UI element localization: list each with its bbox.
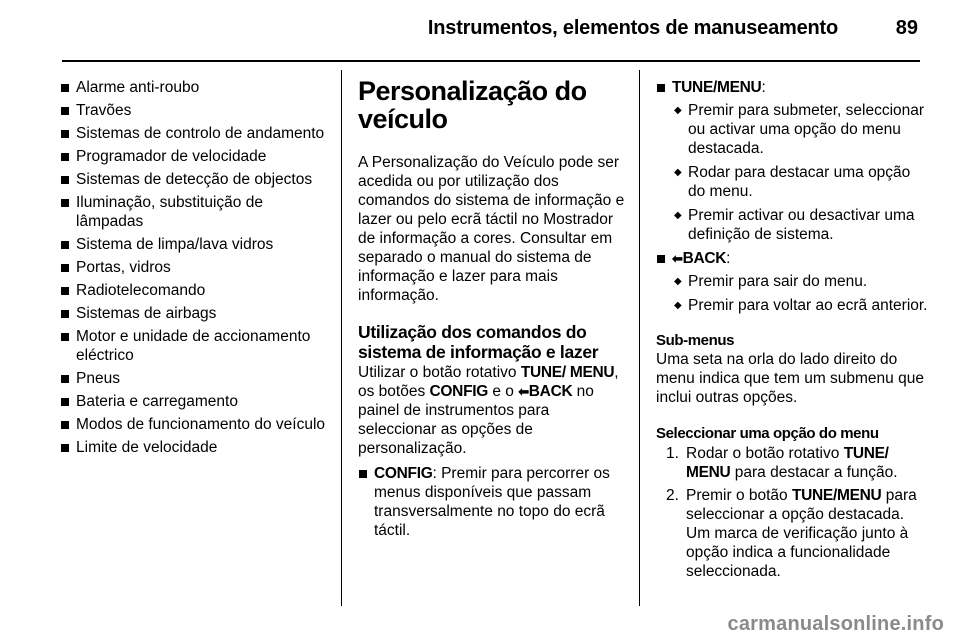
topic-list [60, 78, 332, 457]
page-header [0, 0, 960, 62]
list-item: Pneus [60, 369, 332, 388]
steps-list [656, 444, 928, 581]
column-divider-1 [341, 70, 342, 606]
list-item: ◆ Premir para sair do menu. [672, 272, 928, 291]
list-item: Sistemas de detecção de objectos [60, 170, 332, 189]
list-item: Portas, vidros [60, 258, 332, 277]
column-1 [60, 78, 332, 461]
back-label: BACK [528, 383, 573, 400]
list-item: ◆ Premir activar ou desactivar uma definição de sistema. [672, 206, 928, 244]
tune-menu-sublist [672, 101, 928, 244]
header-title: Instrumentos, elementos de manuseamento [427, 17, 838, 39]
list-item: ◆ Premir para voltar ao ecrã anterior. [672, 296, 928, 315]
watermark: carmanualsonline.info [727, 613, 944, 635]
usage-paragraph: Utilizar o botão rotativo TUNE/ MENU, os botões CONFIG e o ⬅BACK no painel de instrumentos para seleccionar as opções de personalização. [358, 364, 619, 457]
back-sublist [672, 272, 928, 315]
submenu-heading: Sub-menus [656, 332, 735, 349]
select-heading: Seleccionar uma opção do menu [656, 425, 879, 442]
page-number: 89 [895, 17, 918, 39]
intro-paragraph: A Personalização do Veículo pode ser acedida ou por utilização dos comandos do sistema de informação e lazer ou pelo ecrã táctil no Mostrador de informação a cores. Consultar em separado o manual do sistema de informação e lazer para mais informação. [358, 154, 625, 304]
back-label: BACK [682, 250, 727, 267]
config-label: CONFIG [429, 383, 489, 400]
list-item: Radiotelecomando [60, 281, 332, 300]
list-item: Iluminação, substituição de lâmpadas [60, 193, 332, 231]
list-item: ◆ Rodar para destacar uma opção do menu. [672, 163, 928, 201]
back-arrow-icon: ⬅ [518, 384, 529, 399]
controls-list [656, 78, 928, 315]
column-2 [358, 77, 630, 544]
list-item: TUNE/MENU: ◆ Premir para submeter, seleccionar ou activar uma opção do menu destacada. ◆ Rodar para destacar uma opção do menu. ◆ Premir activar ou desactivar uma definição de sistema. [656, 78, 928, 244]
column-3 [656, 78, 928, 585]
list-item: Sistemas de controlo de andamento [60, 124, 332, 143]
config-list [358, 464, 630, 540]
list-item: 1. Rodar o botão rotativo TUNE/ MENU para destacar a função. [666, 445, 898, 481]
list-item: ◆ Premir para submeter, seleccionar ou activar uma opção do menu destacada. [672, 101, 928, 158]
list-item: ⬅BACK: ◆ Premir para sair do menu. ◆ Premir para voltar ao ecrã anterior. [656, 249, 928, 315]
list-item: Sistemas de airbags [60, 304, 332, 323]
section-title: Personalização do veículo [358, 76, 587, 134]
list-item: Alarme anti-roubo [60, 78, 332, 97]
list-item: Sistema de limpa/lava vidros [60, 235, 332, 254]
list-item: Programador de velocidade [60, 147, 332, 166]
tune-menu-label: TUNE/ MENU [520, 364, 615, 381]
tune-menu-label: TUNE/MENU [672, 79, 762, 96]
list-item: Modos de funcionamento do veículo [60, 415, 332, 434]
subsection-title: Utilização dos comandos do sistema de informação e lazer [358, 322, 599, 362]
list-item: CONFIG: Premir para percorrer os menus disponíveis que passam transversalmente no topo do ecrã táctil. [358, 464, 630, 540]
list-item: Travões [60, 101, 332, 120]
column-divider-2 [639, 70, 640, 606]
header-rule [62, 60, 920, 62]
list-item: Limite de velocidade [60, 438, 332, 457]
back-arrow-icon: ⬅ [672, 251, 683, 266]
list-item: 2. Premir o botão TUNE/MENU para seleccionar a opção destacada. Um marca de verificação junto à opção indica a funcionalidade seleccionada. [666, 487, 917, 580]
list-item: Motor e unidade de accionamento eléctrico [60, 327, 332, 365]
submenu-paragraph: Uma seta na orla do lado direito do menu indica que tem um submenu que inclui outras opções. [656, 351, 924, 406]
list-item: Bateria e carregamento [60, 392, 332, 411]
